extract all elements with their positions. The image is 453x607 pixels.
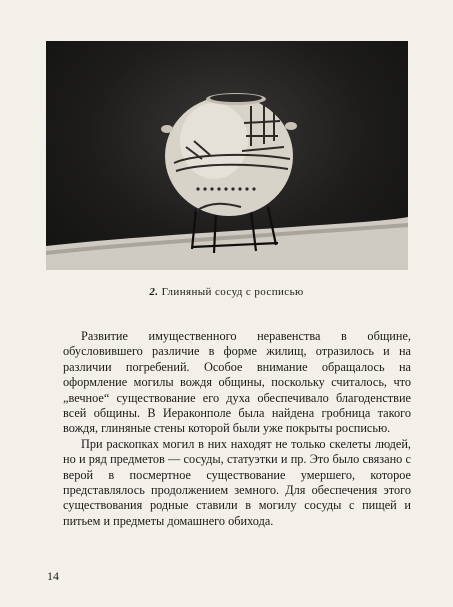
paragraph-1: Развитие имущественного неравенства в общине, обусловившего различие в форме жилищ, отразилось и на различии погребений. Особое внимание обращалось на оформление могилы вождя общины, поскольку считалось, что „вечное“ существование его духа обеспечивало благоденствие всей общины. В Иераконполе была найдена гробница такого вождя, глиняные стены которой были уже покрыты росписью. [63, 329, 411, 436]
clay-vessel-image [46, 41, 408, 270]
paragraph-2: При раскопках могил в них находят не только скелеты людей, но и ряд предметов — сосуды, статуэтки и пр. Это было связано с верой в посмертное существование умершего, которое представлялось продолжением земного. Для обеспечения этого существования родные ставили в могилу сосуды с пищей и питьем и предметы домашнего обихода. [63, 436, 411, 528]
vessel-photograph [46, 41, 408, 270]
figure-caption [0, 286, 453, 298]
figure-caption-text: Глиняный сосуд с росписью [161, 286, 304, 298]
page-number: 14 [47, 569, 59, 583]
figure-number: 2. [149, 286, 159, 298]
body-text [63, 329, 411, 529]
